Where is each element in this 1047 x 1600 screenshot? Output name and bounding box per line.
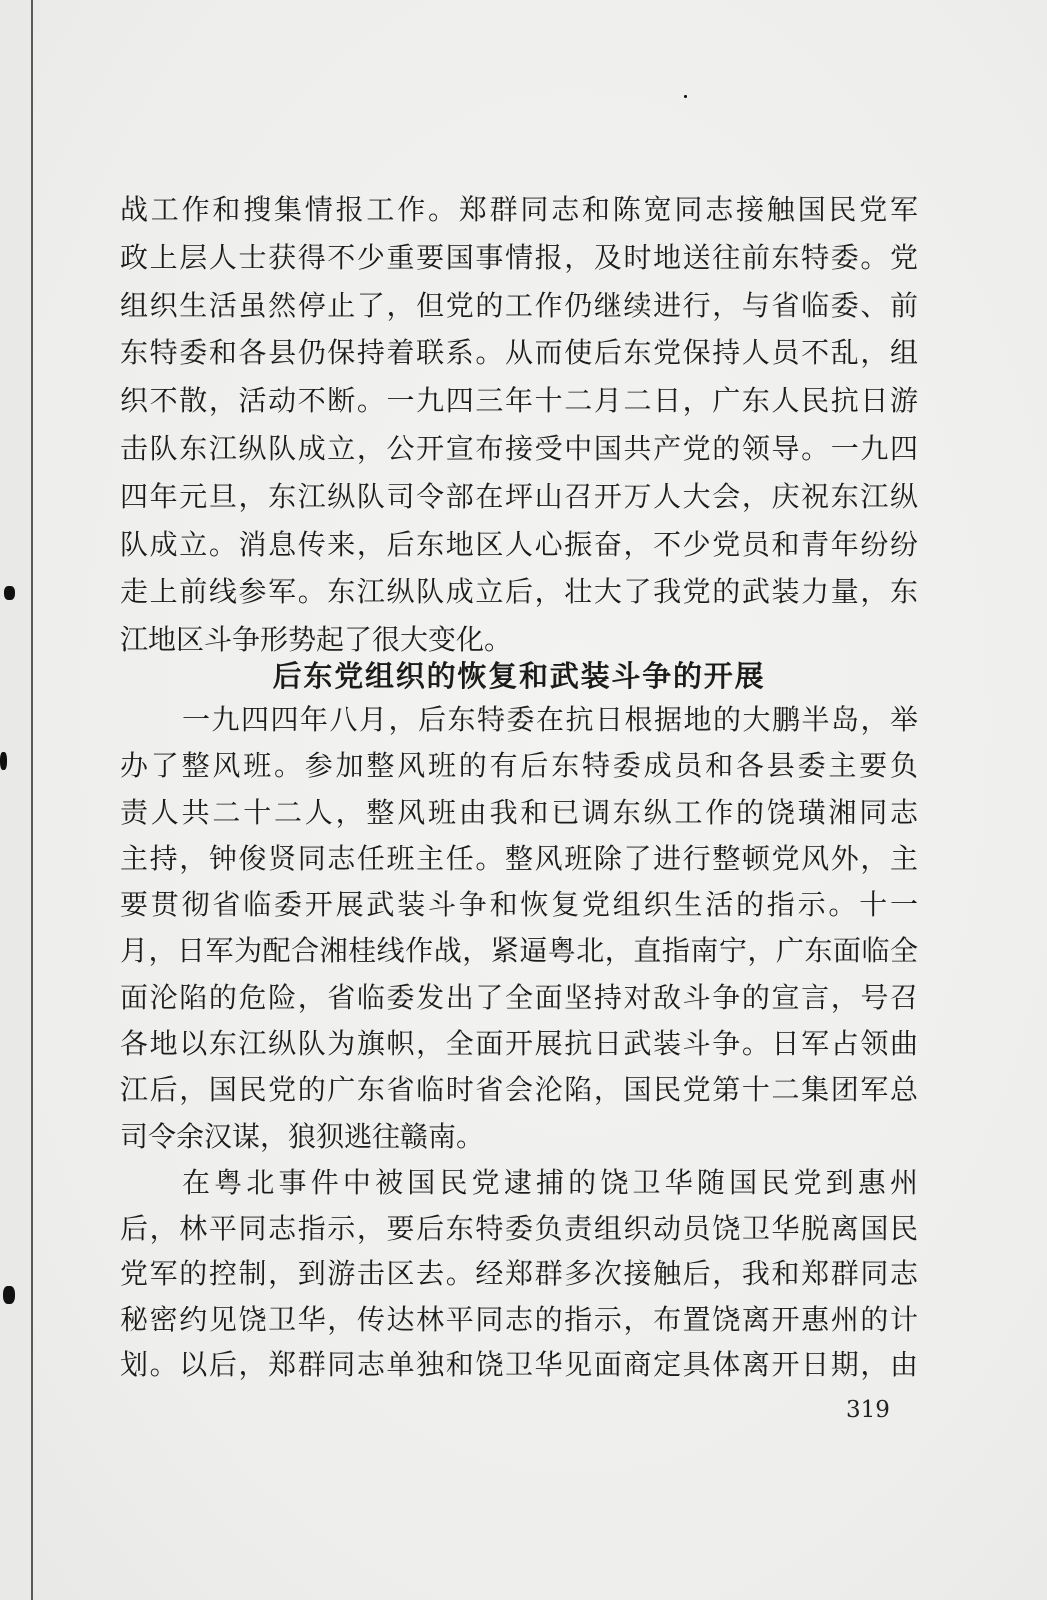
text-line: 江地区斗争形势起了很大变化。	[120, 623, 513, 657]
text-line: 办了整风班。参加整风班的有后东特委成员和各县委主要负	[120, 749, 918, 783]
text-line: 划。以后，郑群同志单独和饶卫华见面商定具体离开日期，由	[120, 1348, 918, 1381]
text-line: 面沦陷的危险，省临委发出了全面坚持对敌斗争的宣言，号召	[120, 980, 918, 1014]
text-line: 要贯彻省临委开展武装斗争和恢复党组织生活的指示。十一	[120, 888, 918, 922]
paragraph	[120, 1160, 918, 1388]
paragraph	[120, 697, 918, 1160]
section-heading: 后东党组织的恢复和武装斗争的开展	[272, 659, 766, 693]
page-edge-line	[31, 0, 33, 1600]
text-line: 主持，钟俊贤同志任班主任。整风班除了进行整顿党风外，主	[120, 841, 918, 875]
text-line: 各地以东江纵队为旗帜，全面开展抗日武装斗争。日军占领曲	[120, 1027, 918, 1061]
text-line: 月，日军为配合湘桂线作战，紧逼粤北，直指南宁，广东面临全	[120, 934, 918, 968]
text-line: 司令余汉谋，狼狈逃往赣南。	[120, 1119, 485, 1153]
text-line: 击队东江纵队成立，公开宣布接受中国共产党的领导。一九四	[120, 431, 918, 465]
text-line: 秘密约见饶卫华，传达林平同志的指示，布置饶离开惠州的计	[120, 1302, 918, 1336]
text-line: 织不散，活动不断。一九四三年十二月二日，广东人民抗日游	[120, 384, 918, 418]
text-line: 党军的控制，到游击区去。经郑群多次接触后，我和郑群同志	[120, 1257, 918, 1290]
text-line: 四年元旦，东江纵队司令部在坪山召开万人大会，庆祝东江纵	[120, 479, 918, 513]
text-line: 战工作和搜集情报工作。郑群同志和陈宽同志接触国民党军	[120, 193, 918, 226]
text-line: 江后，国民党的广东省临时省会沦陷，国民党第十二集团军总	[120, 1073, 918, 1107]
paragraph-continued	[120, 186, 918, 664]
text-line: 政上层人士获得不少重要国事情报，及时地送往前东特委。党	[120, 240, 918, 274]
text-line: 一九四四年八月，后东特委在抗日根据地的大鹏半岛，举	[182, 703, 918, 736]
text-line: 东特委和各县仍保持着联系。从而使后东党保持人员不乱，组	[120, 336, 918, 370]
scan-mark	[0, 752, 7, 770]
page-number: 319	[846, 1397, 890, 1423]
text-line: 走上前线参军。东江纵队成立后，壮大了我党的武装力量，东	[120, 575, 918, 609]
scan-margin	[0, 0, 31, 1600]
text-line: 责人共二十二人，整风班由我和已调东纵工作的饶璜湘同志	[120, 795, 918, 829]
text-line: 组织生活虽然停止了，但党的工作仍继续进行，与省临委、前	[120, 288, 918, 322]
text-line: 队成立。消息传来，后东地区人心振奋，不少党员和青年纷纷	[120, 527, 918, 561]
scan-mark	[684, 95, 687, 98]
text-line: 在粤北事件中被国民党逮捕的饶卫华随国民党到惠州	[182, 1166, 918, 1199]
text-line: 后，林平同志指示，要后东特委负责组织动员饶卫华脱离国民	[120, 1211, 918, 1245]
scan-mark	[4, 586, 15, 600]
scan-mark	[3, 1286, 15, 1304]
